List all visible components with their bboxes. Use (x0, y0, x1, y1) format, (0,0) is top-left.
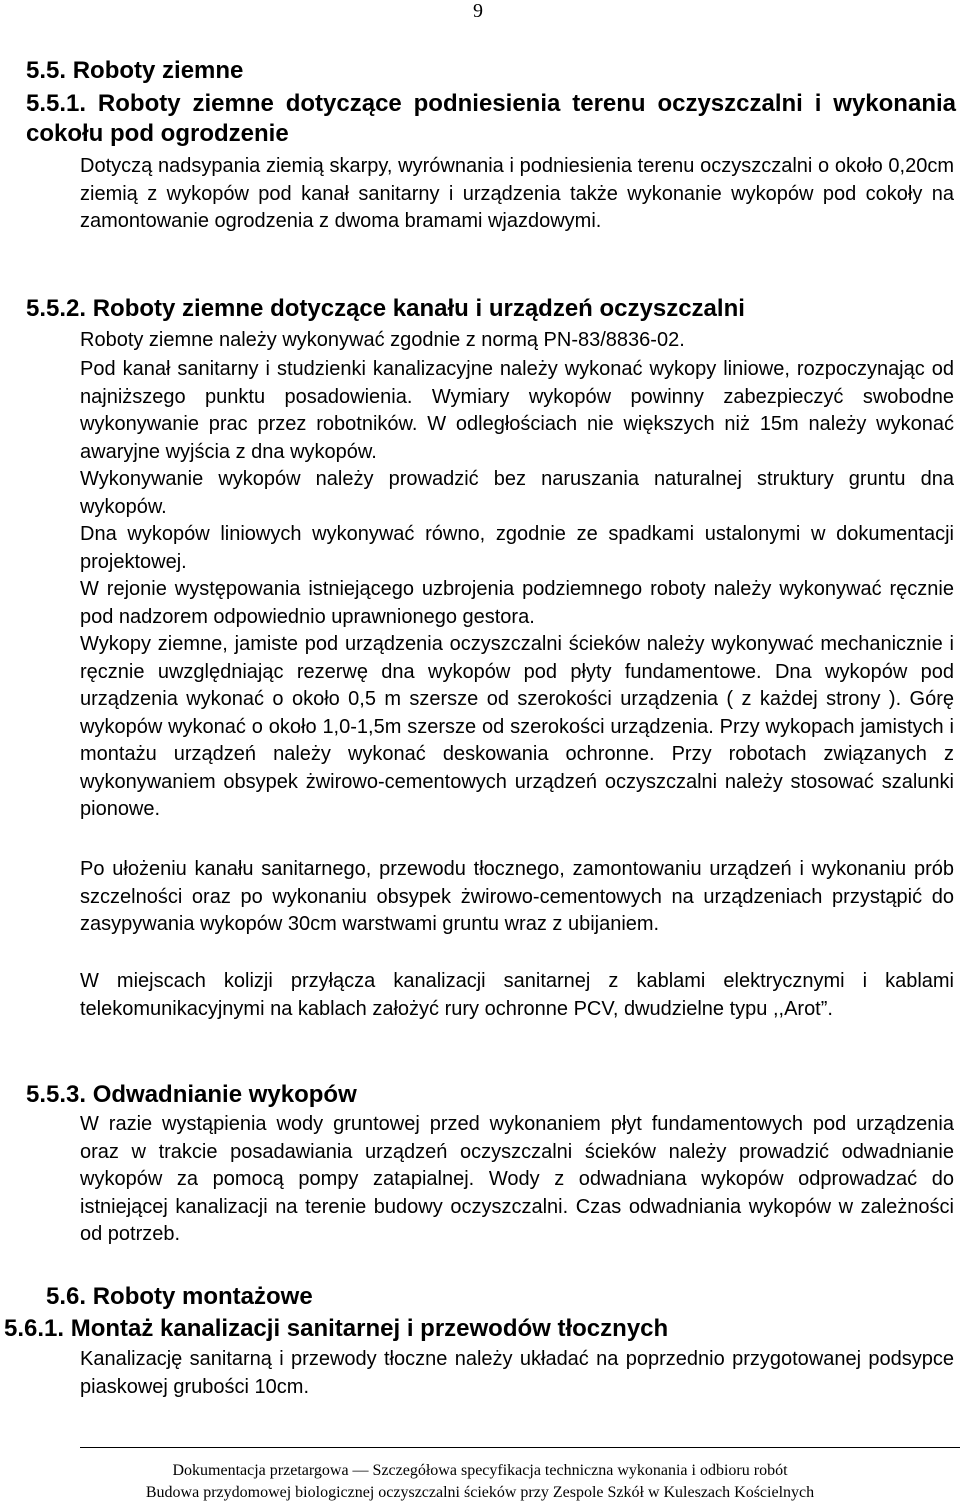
footer-line-1: Dokumentacja przetargowa — Szczegółowa specyfikacja techniczna wykonania i odbioru robót (172, 1462, 788, 1479)
section-5-5-2-paragraph: Roboty ziemne należy wykonywać zgodnie z normą PN-83/8836-02. (80, 329, 685, 351)
section-5-5-2-paragraph: Dna wykopów liniowych wykonywać równo, zgodnie ze spadkami ustalonymi w dokumentacji projektowej. (80, 523, 954, 573)
section-5-5-2-paragraph: Po ułożeniu kanału sanitarnego, przewodu tłocznego, zamontowaniu urządzeń i wykonaniu prób szczelności oraz po wykonaniu obsypek żwirowo-cementowych na urządzeniach przystąpić do zasypywania wykopów 30cm warstwami gruntu wraz z ubijaniem. (80, 858, 954, 935)
section-5-5-3-heading: 5.5.3. Odwadnianie wykopów (26, 1081, 357, 1108)
section-5-5-heading: 5.5. Roboty ziemne (26, 57, 244, 84)
page-number: 9 (473, 0, 483, 22)
section-5-6-heading: 5.6. Roboty montażowe (46, 1283, 313, 1310)
section-5-5-2-paragraph: W miejscach kolizji przyłącza kanalizacji sanitarnej z kablami elektrycznymi i kablami telekomunikacyjnymi na kablach założyć rury ochronne PCV, dwudzielne typu ,,Arot”. (80, 970, 954, 1020)
section-5-5-2-paragraph: W rejonie występowania istniejącego uzbrojenia podziemnego roboty należy wykonywać ręcznie pod nadzorem odpowiednio uprawnionego gestora. (80, 578, 954, 628)
section-5-5-2-paragraph: Wykopy ziemne, jamiste pod urządzenia oczyszczalni ścieków należy wykonywać mechanicznie i ręcznie uwzględniając rezerwę dna wykopów pod płyty fundamentowe. Dna wykopów pod urządzenia wykonać o około 0,5 m szersze od szerokości urządzenia ( z każdej strony ). Górę wykopów wykonać o około 1,0-1,5m szersze od szerokości urządzenia. Przy wykopach jamistych i montażu urządzeń należy wykonać deskowania ochronne. Przy robotach związanych z wykonywaniem obsypek żwirowo-cementowych urządzeń oczyszczalni należy stosować szalunki pionowe. (80, 633, 954, 820)
footer-line-2: Budowa przydomowej biologicznej oczyszczalni ścieków przy Zespole Szkół w Kuleszach Kościelnych (145, 1484, 815, 1501)
section-5-6-1-heading: 5.6.1. Montaż kanalizacji sanitarnej i przewodów tłocznych (4, 1315, 669, 1342)
section-5-5-2-paragraph: Wykonywanie wykopów należy prowadzić bez naruszania naturalnej struktury gruntu dna wykopów. (80, 468, 954, 518)
section-5-5-1-paragraph: Dotyczą nadsypania ziemią skarpy, wyrównania i podniesienia terenu oczyszczalni o około 0,20cm ziemią z wykopów pod kanał sanitarny i urządzenia także wykonanie wykopów pod cokoły na zamontowanie ogrodzenia z dwoma bramami wjazdowymi. (80, 155, 954, 232)
section-5-5-3-paragraph: W razie wystąpienia wody gruntowej przed wykonaniem płyt fundamentowych pod urządzenia oraz w trakcie posadawiania urządzeń oczyszczalni ścieków należy prowadzić odwadnianie wykopów za pomocą pompy zatapialnej. Wody z odwadniana wykopów odprowadzać do istniejącej kanalizacji na terenie budowy oczyszczalni. Czas odwadniania wykopów w zależności od potrzeb. (80, 1113, 954, 1245)
section-5-6-1-paragraph: Kanalizację sanitarną i przewody tłoczne należy układać na poprzednio przygotowanej podsypce piaskowej grubości 10cm. (80, 1348, 954, 1398)
section-5-5-2-heading: 5.5.2. Roboty ziemne dotyczące kanału i urządzeń oczyszczalni (26, 295, 745, 322)
section-5-5-2-paragraph: Pod kanał sanitarny i studzienki kanalizacyjne należy wykonać wykopy liniowe, rozpoczynając od najniższego punktu posadowienia. Wymiary wykopów powinny zabezpieczyć swobodne wykonywanie prac przez robotników. W odległościach nie większych niż 15m należy wykonać awaryjne wyjścia z dna wykopów. (80, 358, 954, 463)
section-5-5-1-heading: 5.5.1. Roboty ziemne dotyczące podniesienia terenu oczyszczalni i wykonania cokołu pod ogrodzenie (26, 90, 956, 147)
footer-rule (80, 1447, 960, 1448)
